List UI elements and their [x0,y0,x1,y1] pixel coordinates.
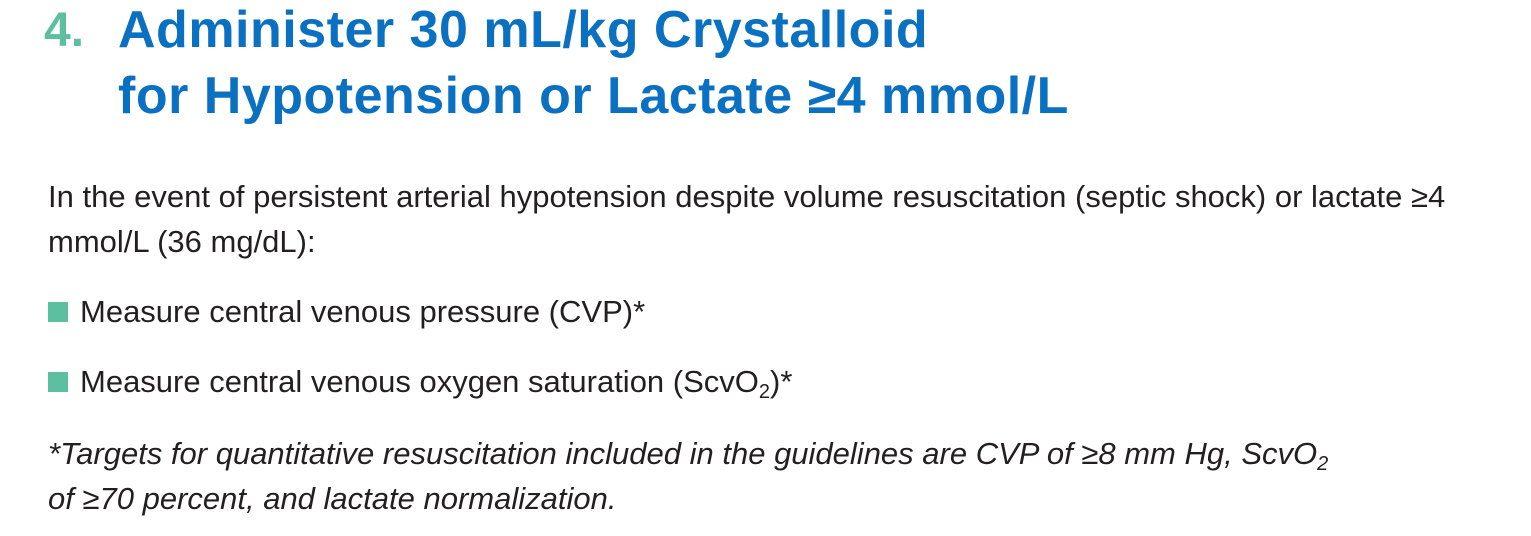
footnote-line-2: of ≥70 percent, and lactate normalization. [48,481,617,516]
step-number: 4. [44,4,85,57]
bullet-text-scvo2-prefix: Measure central venous oxygen saturation (ScvO [80,364,759,399]
intro-paragraph: In the event of persistent arterial hypotension despite volume resuscitation (septic shock) or lactate ≥4 mmol/L (36 mg/dL): [48,179,1446,259]
footnote-subscript: 2 [1317,453,1329,475]
bullet-text-scvo2 [80,364,793,403]
bullet-square-icon [48,372,68,392]
footnote [48,431,1523,521]
bullet-text-cvp: Measure central venous pressure (CVP)* [80,294,646,329]
bullet-item-scvo2 [48,362,792,402]
footnote-line-1 [48,431,1523,476]
heading-title-line-2: for Hypotension or Lactate ≥4 mmol/L [118,67,1069,125]
heading-title-line-1: Administer 30 mL/kg Crystalloid [118,1,929,59]
bullet-text-scvo2-suffix: )* [770,364,793,399]
bullet-text-scvo2-subscript: 2 [758,381,771,403]
bullet-square-icon [48,302,68,322]
bullet-item-cvp [48,292,645,332]
footnote-line-1-text: *Targets for quantitative resuscitation included in the guidelines are CVP of ≥8 mm Hg, ScvO [48,436,1318,471]
